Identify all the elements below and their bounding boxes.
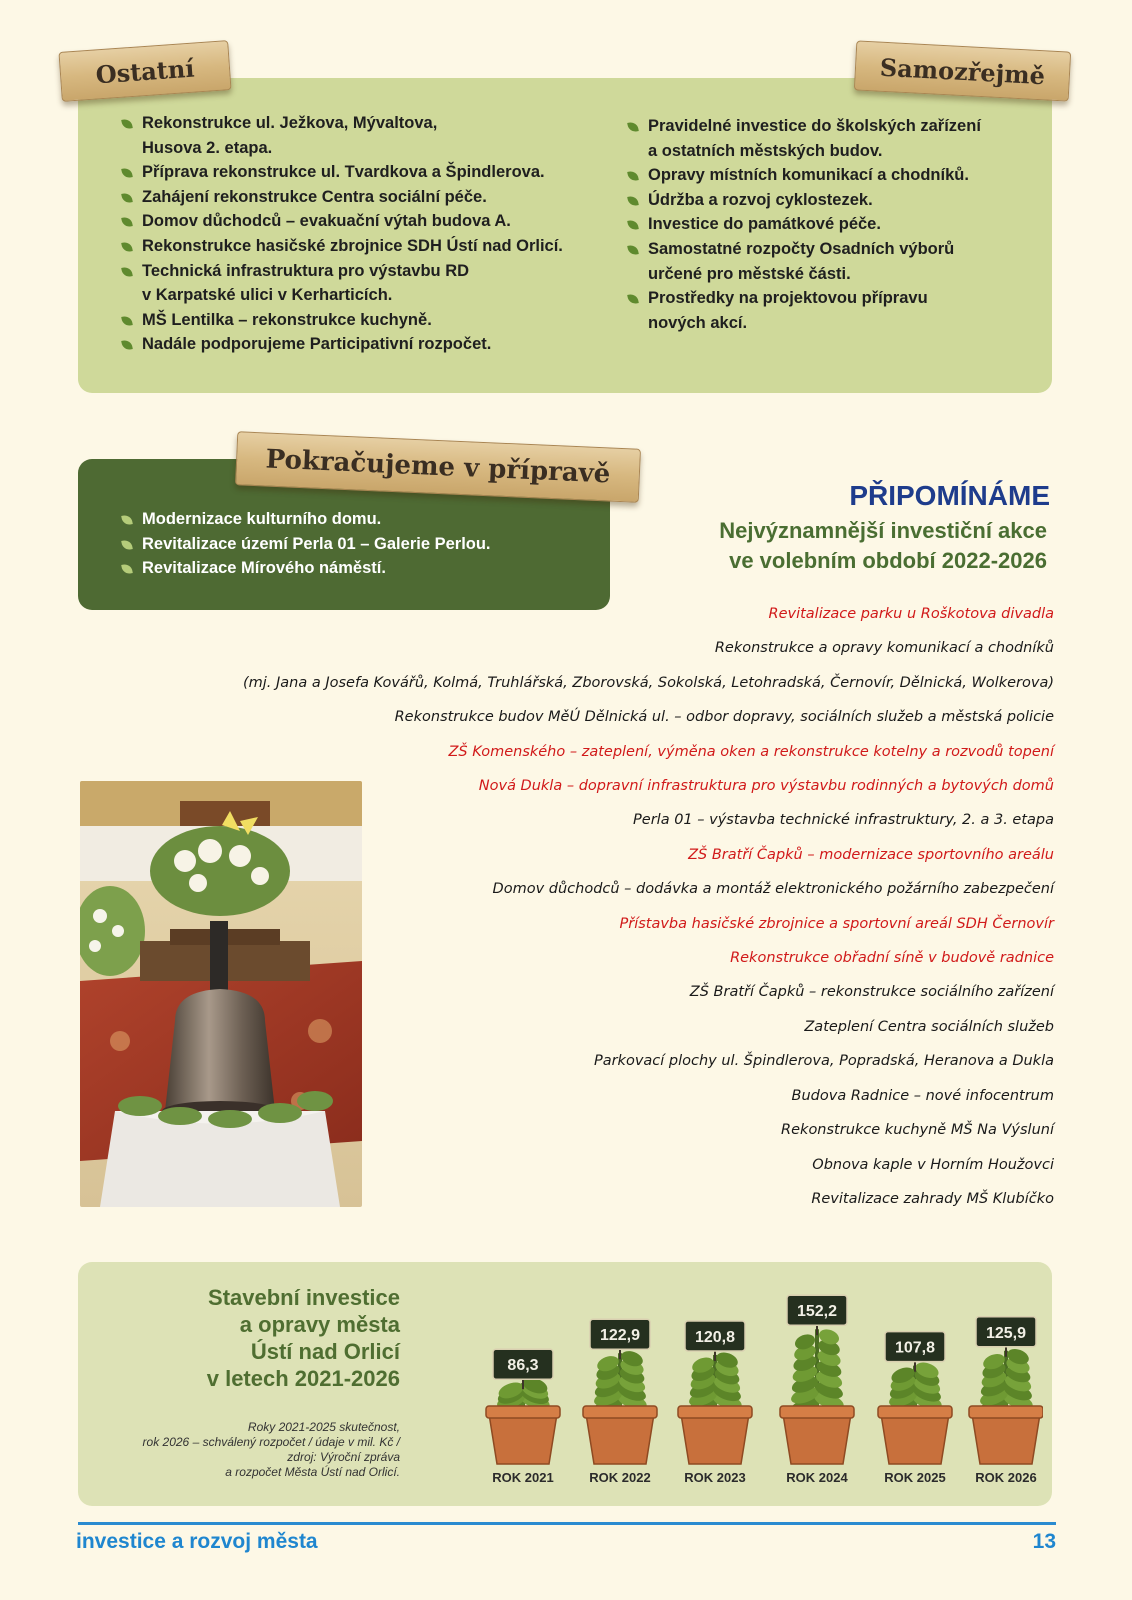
list-item — [122, 209, 592, 234]
flower-pot-rim — [583, 1406, 657, 1418]
leaf-bullet-icon — [121, 539, 133, 551]
category-label: ROK 2024 — [786, 1470, 848, 1485]
list-item-text: Prostředky na projektovou přípravu nových akcí. — [648, 289, 928, 332]
ostatni-list — [122, 111, 592, 357]
leaf-bullet-icon — [121, 167, 133, 179]
list-item — [122, 332, 592, 357]
chart-note: Roky 2021-2025 skutečnost, rok 2026 – schválený rozpočet / údaje v mil. Kč / zdroj: Výroční zpráva a rozpočet Města Ústí nad Orlicí. — [142, 1420, 400, 1479]
flower-pot-rim — [678, 1406, 752, 1418]
category-label: ROK 2022 — [589, 1470, 651, 1485]
list-item-text: Revitalizace území Perla 01 – Galerie Perlou. — [142, 534, 491, 553]
list-item-text: Modernizace kulturního domu. — [142, 510, 382, 528]
investment-item: Rekonstrukce budov MěÚ Dělnická ul. – odbor dopravy, sociálních služeb a městská policie — [394, 709, 1054, 726]
remind-subtitle: Nejvýznamnější investiční akce ve volebním období 2022-2026 — [719, 518, 1047, 573]
leaf-bullet-icon — [627, 170, 639, 182]
other-projects-panel — [78, 78, 1052, 393]
list-item — [628, 237, 1028, 286]
value-label: 86,3 — [507, 1357, 539, 1375]
list-item-text: Samostatné rozpočty Osadních výborů určené pro městské části. — [648, 239, 955, 283]
leaf-bullet-icon — [121, 118, 133, 130]
investment-item: Domov důchodců – dodávka a montáž elektronického požárního zabezpečení — [492, 881, 1054, 898]
investment-item: Rekonstrukce a opravy komunikací a chodníků — [714, 640, 1054, 657]
flower-pot — [881, 1414, 949, 1464]
investment-item: Budova Radnice – nové infocentrum — [791, 1087, 1054, 1104]
list-item-text: Domov důchodců – evakuační výtah budova A. — [142, 212, 511, 231]
category-label: ROK 2023 — [684, 1470, 746, 1485]
flower-pot-rim — [780, 1406, 854, 1418]
list-item-text: Zahájení rekonstrukce Centra sociální péče. — [142, 187, 487, 206]
investment-item: ZŠ Komenského – zateplení, výměna oken a rekonstrukce kotelny a rozvodů topení — [448, 743, 1054, 760]
investment-item: Zateplení Centra sociálních služeb — [804, 1018, 1054, 1035]
investment-item: Přístavba hasičské zbrojnice a sportovní areál SDH Černovír — [619, 915, 1054, 932]
investment-item: (mj. Jana a Josefa Kovářů, Kolmá, Truhlářská, Zborovská, Sokolská, Letohradská, Černovír, Dělnická, Wolkerova) — [242, 674, 1054, 691]
investment-item: ZŠ Bratří Čapků – rekonstrukce sociálního zařízení — [689, 984, 1054, 1001]
pokracujeme-label: Pokračujeme v přípravě — [235, 431, 641, 503]
list-item — [122, 234, 592, 259]
flower-pot-rim — [878, 1406, 952, 1418]
investment-item: Rekonstrukce obřadní síně v budově radnice — [730, 950, 1054, 967]
list-item — [122, 532, 491, 557]
flower-pot — [489, 1414, 557, 1464]
page-number: 13 — [1032, 1530, 1056, 1553]
list-item-text: Investice do památkové péče. — [648, 215, 881, 234]
investment-item: ZŠ Bratří Čapků – modernizace sportovního areálu — [688, 846, 1054, 863]
leaf-bullet-icon — [121, 563, 133, 575]
investment-item: Perla 01 – výstavba technické infrastruktury, 2. a 3. etapa — [633, 812, 1054, 829]
list-item — [122, 111, 592, 160]
list-item-text: Příprava rekonstrukce ul. Tvardkova a Špindlerova. — [142, 163, 545, 182]
category-label: ROK 2026 — [975, 1470, 1037, 1485]
value-label: 120,8 — [694, 1328, 736, 1346]
list-item — [628, 212, 1028, 237]
investment-item: Revitalizace zahrady MŠ Klubíčko — [811, 1190, 1054, 1207]
list-item — [628, 114, 1028, 163]
list-item-text: Technická infrastruktura pro výstavbu RD v Karpatské ulici v Kerharticích. — [142, 261, 470, 305]
leaf-bullet-icon — [627, 244, 639, 256]
chart-title: Stavební investice a opravy města Ústí nad Orlicí v letech 2021-2026 — [206, 1285, 400, 1391]
leaf-bullet-icon — [627, 121, 639, 133]
leaf-bullet-icon — [121, 192, 133, 204]
footer-section-title: investice a rozvoj města — [76, 1530, 318, 1553]
list-item — [122, 308, 592, 333]
bell-illustration — [80, 781, 362, 1207]
investment-item: Obnova kaple v Horním Houžovci — [812, 1156, 1054, 1173]
list-item — [628, 163, 1028, 188]
list-item-text: MŠ Lentilka – rekonstrukce kuchyně. — [142, 310, 432, 329]
leaf-bullet-icon — [627, 293, 639, 305]
list-item-text: Revitalizace Mírového náměstí. — [142, 559, 386, 578]
leaf-bullet-icon — [121, 241, 133, 253]
flower-pot-rim — [486, 1406, 560, 1418]
samozrejme-label: Samozřejmě — [854, 40, 1071, 101]
flower-pot — [586, 1414, 654, 1464]
list-item — [122, 160, 592, 185]
list-item — [122, 259, 592, 308]
pokracujeme-list — [122, 507, 491, 581]
value-label: 152,2 — [796, 1303, 838, 1321]
leaf-bullet-icon — [121, 340, 133, 352]
list-item-text: Opravy místních komunikací a chodníků. — [648, 166, 969, 185]
list-item — [122, 507, 491, 532]
list-item-text: Údržba a rozvoj cyklostezek. — [648, 190, 873, 209]
list-item — [628, 188, 1028, 213]
leaf-bullet-icon — [121, 514, 133, 526]
leaf-bullet-icon — [121, 266, 133, 278]
leaf-bullet-icon — [627, 220, 639, 232]
investment-item: Revitalizace parku u Roškotova divadla — [768, 606, 1054, 622]
value-label: 107,8 — [894, 1339, 936, 1357]
list-item-text: Rekonstrukce ul. Ježkova, Mývaltova, Husova 2. etapa. — [142, 114, 438, 157]
chart-panel — [78, 1262, 1052, 1506]
list-item-text: Nadále podporujeme Participativní rozpočet. — [142, 335, 492, 354]
leaf-bullet-icon — [121, 315, 133, 327]
leaf-bullet-icon — [627, 195, 639, 207]
flower-pot — [783, 1414, 851, 1464]
investment-item: Parkovací plochy ul. Špindlerova, Popradská, Heranova a Dukla — [593, 1053, 1054, 1070]
value-label: 125,9 — [985, 1324, 1027, 1342]
flower-pot — [972, 1414, 1040, 1464]
list-item — [122, 556, 491, 581]
samozrejme-list — [628, 114, 1028, 335]
list-item — [628, 286, 1028, 335]
ostatni-label: Ostatní — [58, 40, 231, 102]
investment-chart — [463, 1232, 1043, 1502]
list-item-text: Rekonstrukce hasičské zbrojnice SDH Ústí nad Orlicí. — [142, 236, 563, 255]
list-item-text: Pravidelné investice do školských zařízení a ostatních městských budov. — [648, 117, 981, 160]
remind-title: PŘIPOMÍNÁME — [849, 480, 1050, 511]
value-label: 122,9 — [599, 1327, 641, 1345]
investment-item: Rekonstrukce kuchyně MŠ Na Výsluní — [781, 1122, 1054, 1139]
category-label: ROK 2025 — [884, 1470, 946, 1485]
flower-pot — [681, 1414, 749, 1464]
footer-divider — [78, 1522, 1056, 1525]
investment-item: Nová Dukla – dopravní infrastruktura pro výstavbu rodinných a bytových domů — [478, 778, 1054, 795]
flower-pot-rim — [969, 1406, 1043, 1418]
category-label: ROK 2021 — [492, 1470, 554, 1485]
list-item — [122, 185, 592, 210]
leaf-bullet-icon — [121, 217, 133, 229]
